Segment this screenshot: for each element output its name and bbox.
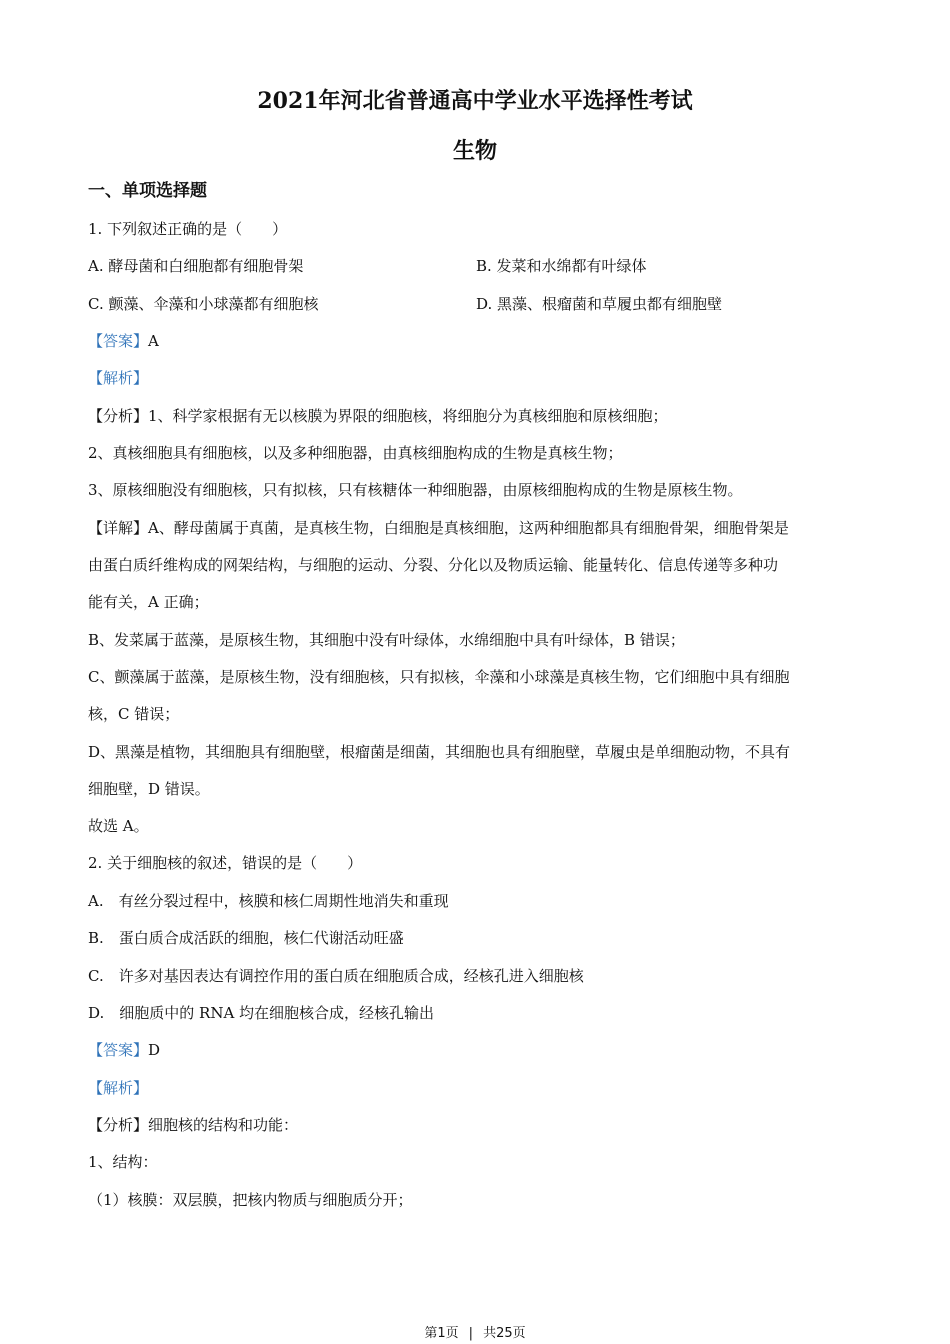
page-total: 共25页 — [483, 1326, 526, 1341]
footer-separator: | — [468, 1326, 474, 1341]
q1-explanation-line: B、发菜属于蓝藻，是原核生物，其细胞中没有叶绿体，水绵细胞中具有叶绿体，B 错误； — [88, 631, 685, 649]
section-heading: 一、单项选择题 — [88, 181, 207, 201]
q2-option-a: A. 有丝分裂过程中，核膜和核仁周期性地消失和重现 — [88, 892, 449, 910]
page-title: 2021年河北省普通高中学业水平选择性考试 — [257, 88, 693, 114]
q2-option-d: D. 细胞质中的 RNA 均在细胞核合成，经核孔输出 — [88, 1004, 435, 1022]
q2-stem: 2. 关于细胞核的叙述，错误的是（ ） — [88, 854, 363, 872]
q1-analysis-tag: 【解析】 — [88, 369, 149, 387]
answer-tag: 【答案】 — [88, 1041, 149, 1059]
q1-option-b: B. 发菜和水绵都有叶绿体 — [476, 257, 647, 275]
q1-option-d: D. 黑藻、根瘤菌和草履虫都有细胞壁 — [476, 295, 723, 313]
q2-analysis-tag: 【解析】 — [88, 1079, 149, 1097]
page-number: 第1页 — [424, 1326, 459, 1341]
q1-explanation-line: 2、真核细胞具有细胞核，以及多种细胞器，由真核细胞构成的生物是真核生物； — [88, 444, 623, 462]
page-footer — [0, 1322, 950, 1341]
q1-option-a: A. 酵母菌和白细胞都有细胞骨架 — [88, 257, 304, 275]
q1-explanation-line: 核，C 错误； — [88, 705, 180, 723]
q1-explanation-line: 故选 A。 — [88, 817, 149, 835]
q1-explanation-line: 3、原核细胞没有细胞核，只有拟核，只有核糖体一种细胞器，由原核细胞构成的生物是原核生物。 — [88, 481, 743, 499]
q1-explanation-line: D、黑藻是植物，其细胞具有细胞壁，根瘤菌是细菌，其细胞也具有细胞壁，草履虫是单细胞动物，不具有 — [88, 743, 791, 761]
q2-option-b: B. 蛋白质合成活跃的细胞，核仁代谢活动旺盛 — [88, 929, 404, 947]
answer-value: D — [148, 1041, 161, 1059]
answer-value: A — [148, 332, 159, 350]
page-subtitle: 生物 — [452, 138, 497, 164]
q2-explanation-line: 【分析】细胞核的结构和功能： — [88, 1116, 299, 1134]
q1-answer — [88, 331, 878, 351]
q2-answer — [88, 1040, 878, 1060]
q1-explanation-line: 由蛋白质纤维构成的网架结构，与细胞的运动、分裂、分化以及物质运输、能量转化、信息传递等多种功 — [88, 556, 779, 574]
q1-explanation-line: C、颤藻属于蓝藻，是原核生物，没有细胞核，只有拟核，伞藻和小球藻是真核生物，它们细胞中具有细胞 — [88, 668, 790, 686]
q2-explanation-line: 1、结构： — [88, 1153, 158, 1171]
q2-explanation-line: （1）核膜：双层膜，把核内物质与细胞质分开； — [88, 1191, 413, 1209]
q1-explanation-line: 【详解】A、酵母菌属于真菌，是真核生物，白细胞是真核细胞，这两种细胞都具有细胞骨架，细胞骨架是 — [88, 519, 789, 537]
answer-tag: 【答案】 — [88, 332, 149, 350]
q1-stem: 1. 下列叙述正确的是（ ） — [88, 220, 288, 238]
q1-explanation-line: 细胞壁，D 错误。 — [88, 780, 210, 798]
q1-explanation-line: 【分析】1、科学家根据有无以核膜为界限的细胞核，将细胞分为真核细胞和原核细胞； — [88, 407, 668, 425]
q1-explanation-line: 能有关，A 正确； — [88, 593, 209, 611]
q1-option-c: C. 颤藻、伞藻和小球藻都有细胞核 — [88, 295, 319, 313]
q2-option-c: C. 许多对基因表达有调控作用的蛋白质在细胞质合成，经核孔进入细胞核 — [88, 967, 584, 985]
